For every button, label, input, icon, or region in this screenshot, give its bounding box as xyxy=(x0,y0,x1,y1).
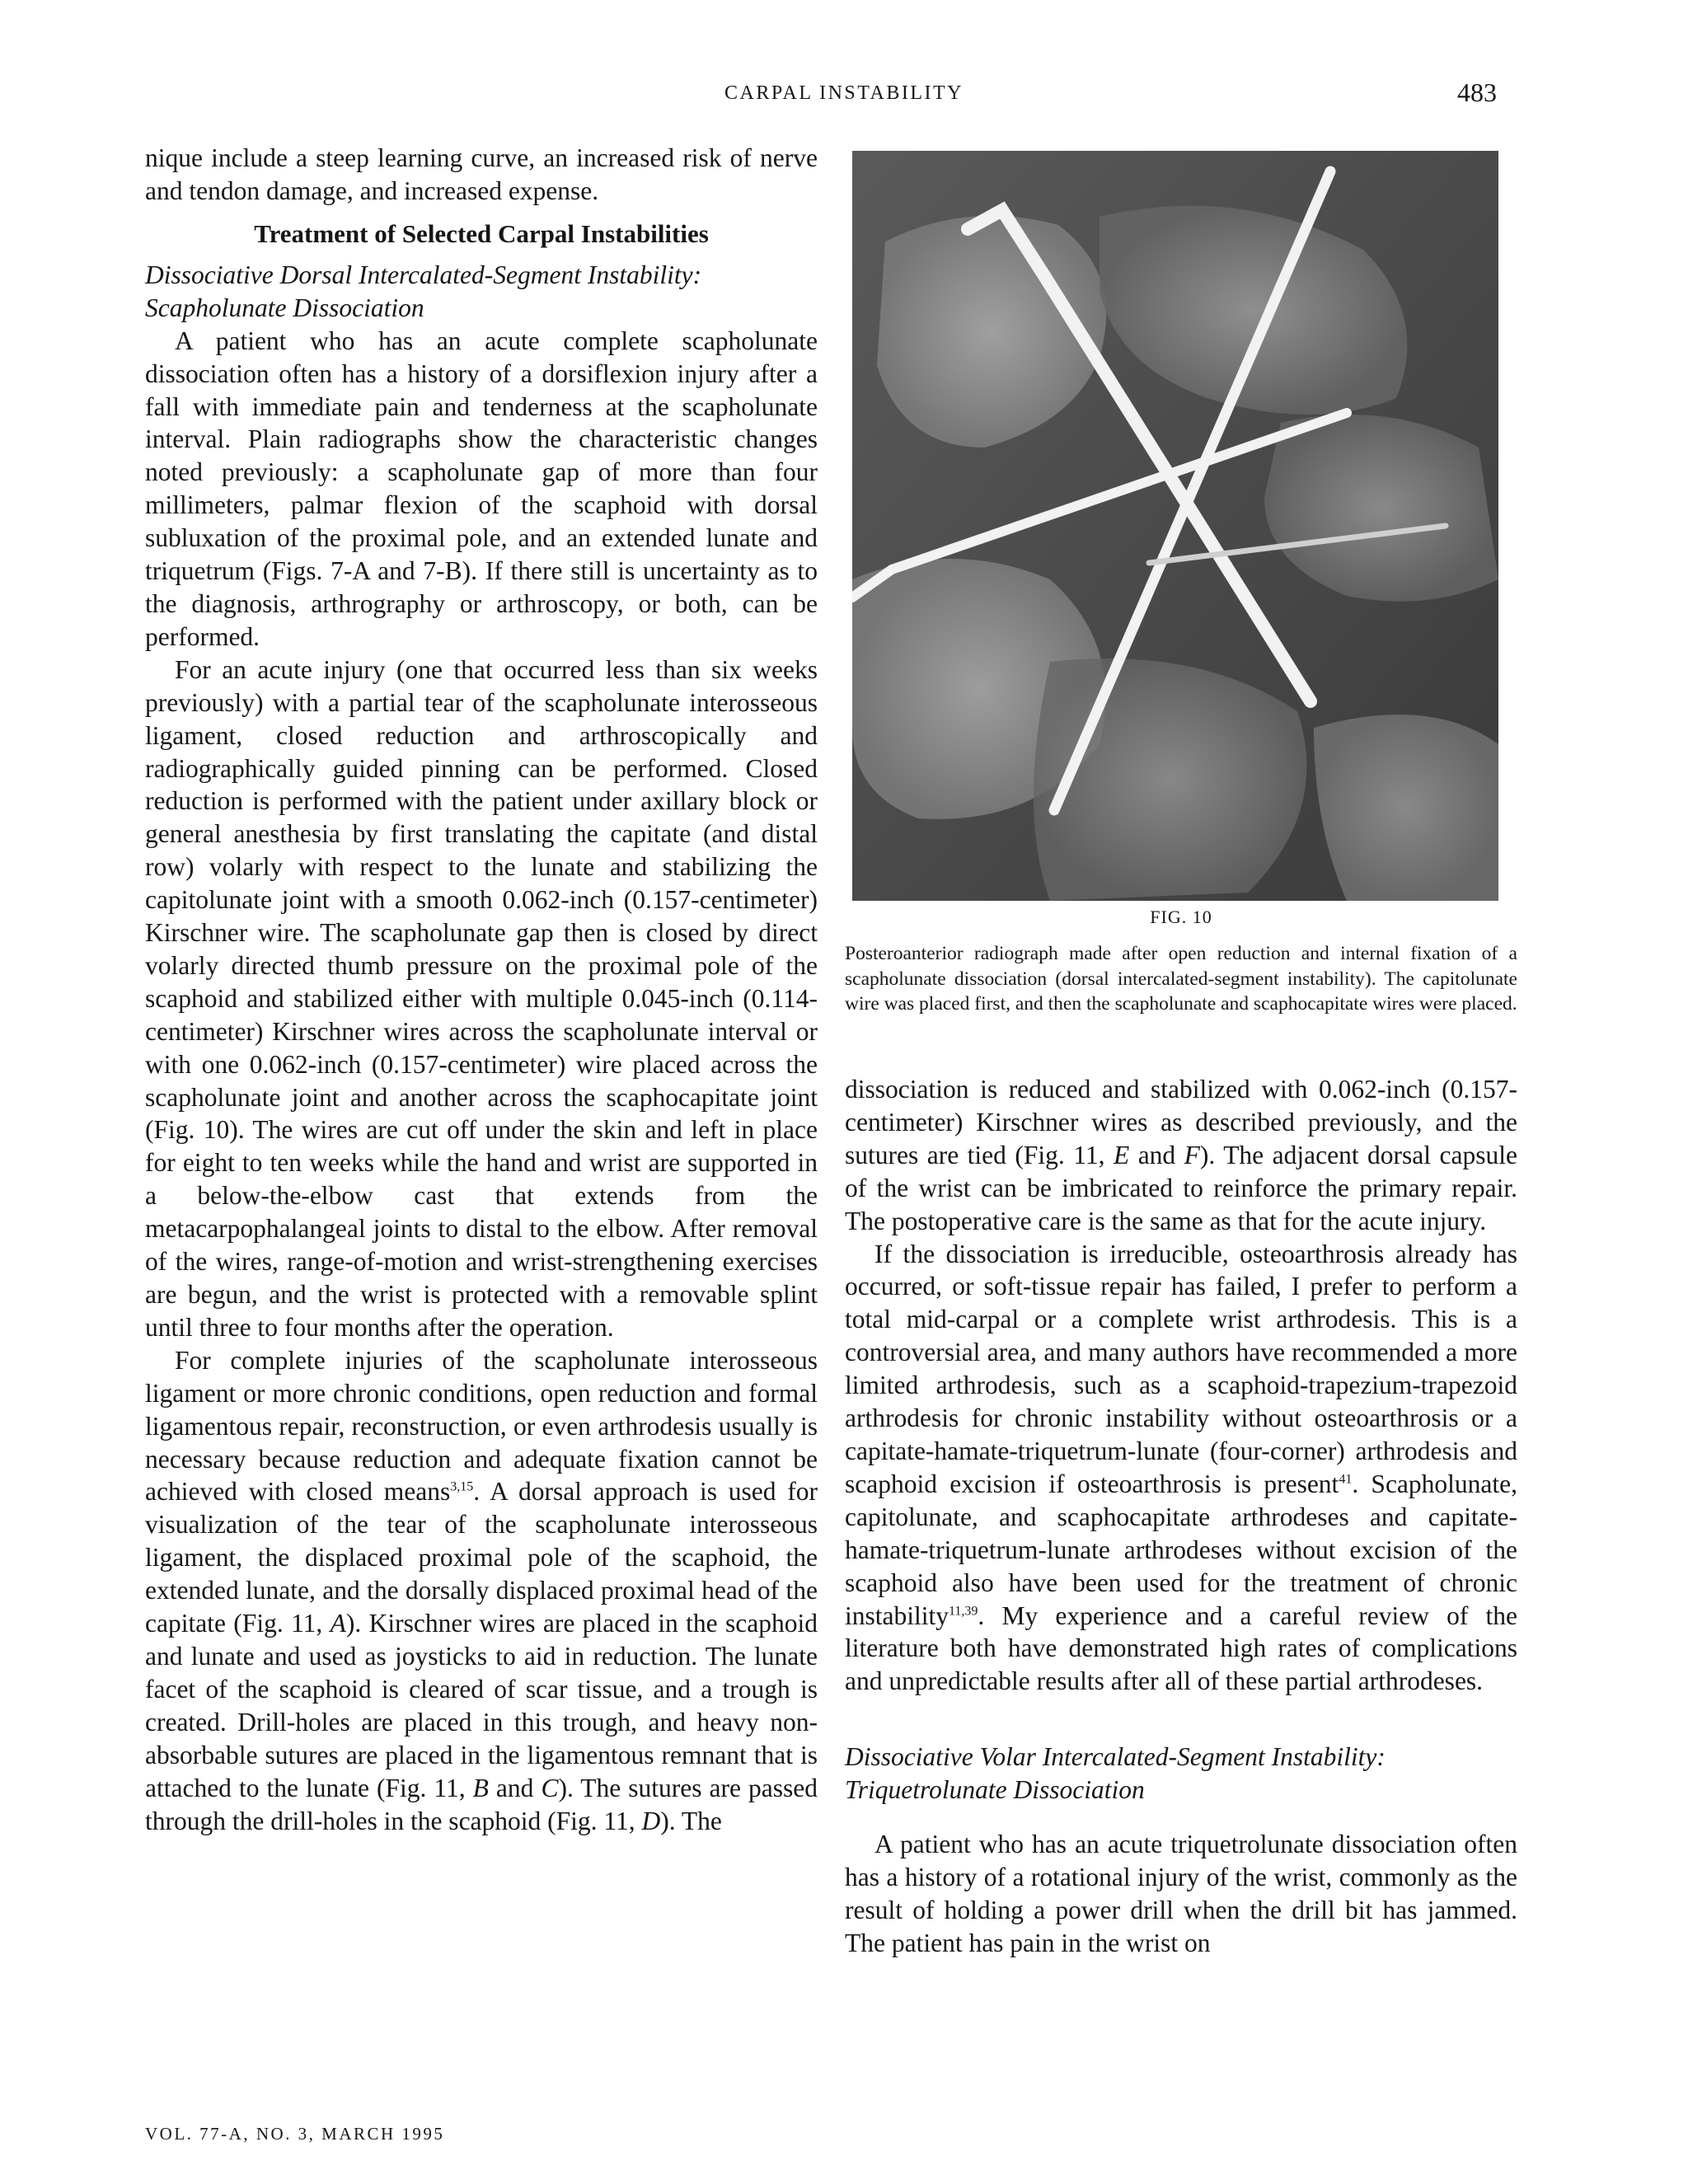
text-run: dissociation is reduced and stabilized with 0.062-inch (0.157-centimeter) Kirschner wires as described previously, and the sutures are tied (Fig. 11, xyxy=(845,1075,1517,1169)
paragraph-continued: nique include a steep learning curve, an increased risk of nerve and tendon damage, and increased expense. xyxy=(145,143,818,205)
paragraph: For an acute injury (one that occurred less than six weeks previously) with a partial tear of the scapholunate interosseous ligament, closed reduction and arthroscopically and radiographically guided pinning can be performed. Closed reduction is performed with the patient under axillary block or general anesthesia by first translating the capitate (and distal row) volarly with respect to the lunate and stabilizing the capitolunate joint with a smooth 0.062-inch (0.157-centimeter) Kirschner wire. The scapholunate gap then is closed by direct volarly directed thumb pressure on the proximal pole of the scaphoid and stabilized either with multiple 0.045-inch (0.114-centimeter) Kirschner wires across the scapholunate interval or with one 0.062-inch (0.157-centimeter) wire placed across the scapholunate joint and another across the scaphocapitate joint (Fig. 10). The wires are cut off under the skin and left in place for eight to ten weeks while the hand and wrist are supported in a below-the-elbow cast that extends from the metacarpophalangeal joints to distal to the elbow. After removal of the wires, range-of-motion and wrist-strengthening exercises are begun, and the wrist is protected with a removable splint until three to four months after the operation. xyxy=(145,654,818,1342)
text-run: and xyxy=(1129,1140,1184,1169)
subsection-heading-line1: Dissociative Dorsal Intercalated-Segment Instability: xyxy=(145,260,702,289)
text-run: ). The adjacent dorsal capsule of the wrist can be imbricated to reinforce the primary repair. The postoperative care is the same as that for the acute injury. xyxy=(845,1140,1517,1235)
page-number: 483 xyxy=(1457,77,1497,107)
text-run: . Scapholunate, capitolunate, and scaphocapitate arthrodeses and capitate-hamate-triquetrum-lunate arthrodeses without excision of the scaphoid also have been used for the treatment of chronic instability xyxy=(845,1469,1517,1630)
running-head xyxy=(0,77,1688,124)
figure-part-ref: D xyxy=(641,1806,661,1835)
text-run: . My experience and a careful review of the literature both have demonstrated high rates of complications and unpredictable results after all of these partial arthrodeses. xyxy=(845,1601,1517,1696)
reference-superscript: 41 xyxy=(1339,1472,1353,1487)
text-run: . A dorsal approach is used for visualization of the tear of the scapholunate interosseous ligament, the displaced proximal pole of the scaphoid, the extended lunate, and the dorsally displaced proximal head of the capitate (Fig. 11, xyxy=(145,1477,818,1638)
figure-part-ref: B xyxy=(472,1773,489,1802)
figure-part-ref: A xyxy=(330,1609,346,1638)
paragraph-continued xyxy=(845,1073,1517,1238)
paragraph: A patient who has an acute complete scapholunate dissociation often has a history of a dorsiflexion injury after a fall with immediate pain and tenderness at the scapholunate interval. Plain radiographs show the characteristic changes noted previously: a scapholunate gap of more than four millimeters, palmar flexion of the scaphoid with dorsal subluxation of the proximal pole, and an extended lunate and triquetrum (Figs. 7-A and 7-B). If there still is uncertainty as to the diagnosis, arthrography or arthroscopy, or both, can be performed. xyxy=(145,326,818,651)
text-run: ). Kirschner wires are placed in the scaphoid and lunate and used as joysticks to aid in reduction. The lunate facet of the scaphoid is cleared of scar tissue, and a trough is created. Drill-holes are placed in this trough, and heavy non-absorbable sutures are placed in the ligamentous remnant that is attached to the lunate (Fig. 11, xyxy=(145,1609,818,1802)
subsection-heading-line1: Dissociative Volar Intercalated-Segment Instability: xyxy=(845,1742,1386,1772)
subsection-heading xyxy=(145,259,818,325)
subsection-heading xyxy=(845,1741,1517,1807)
bone-shadow xyxy=(1314,715,1498,901)
radiograph-figure xyxy=(852,151,1498,901)
reference-superscript: 11,39 xyxy=(949,1604,978,1618)
figure-part-ref: F xyxy=(1184,1140,1200,1169)
text-run: and xyxy=(488,1773,542,1802)
bone-shadow xyxy=(1034,658,1306,901)
subsection-heading-line2: Scapholunate Dissociation xyxy=(145,293,424,322)
text-run: If the dissociation is irreducible, osteoarthrosis already has occurred, or soft-tissue repair has failed, I prefer to perform a total mid-carpal or a complete wrist arthrodesis. This is a controversial area, and many authors have recommended a more limited arthrodesis, such as a scaphoid-trapezium-trapezoid arthrodesis for chronic instability without osteoarthrosis or a capitate-hamate-triquetrum-lunate (four-corner) arthrodesis and scaphoid excision if osteoarthrosis is present xyxy=(845,1239,1517,1498)
right-column xyxy=(845,1073,1517,1960)
subsection-heading-line2: Triquetrolunate Dissociation xyxy=(845,1775,1145,1805)
journal-footer: VOL. 77-A, NO. 3, MARCH 1995 xyxy=(145,2124,445,2144)
text-run: For complete injuries of the scapholunate interosseous ligament or more chronic conditions, open reduction and formal ligamentous repair, reconstruction, or even arthrodesis usually is necessary because reduction and adequate fixation cannot be achieved with closed means xyxy=(145,1345,818,1507)
radiograph-image xyxy=(852,151,1498,901)
reference-superscript: 3,15 xyxy=(450,1479,474,1494)
paragraph xyxy=(145,1344,818,1838)
running-title: CARPAL INSTABILITY xyxy=(724,82,964,104)
paragraph xyxy=(845,1238,1517,1699)
paragraph: A patient who has an acute triquetrolunate dissociation often has a history of a rotational injury of the wrist, commonly as the result of holding a power drill when the drill bit has jammed. The patient has pain in the wrist on xyxy=(845,1830,1517,1957)
figure-label: FIG. 10 xyxy=(1150,907,1212,927)
text-run: ). The sutures are passed through the drill-holes in the scaphoid (Fig. 11, xyxy=(145,1773,818,1835)
left-column xyxy=(145,142,818,1837)
figure-caption: Posteroanterior radiograph made after open reduction and internal fixation of a scapholunate dissociation (dorsal intercalated-segment instability). The capitolunate wire was placed first, and then the scapholunate and scaphocapitate wires were placed. xyxy=(845,943,1517,1015)
figure-part-ref: C xyxy=(541,1773,559,1802)
figure-part-ref: E xyxy=(1113,1140,1130,1169)
section-title: Treatment of Selected Carpal Instabilities xyxy=(254,218,709,248)
text-run: ). The xyxy=(660,1806,722,1835)
